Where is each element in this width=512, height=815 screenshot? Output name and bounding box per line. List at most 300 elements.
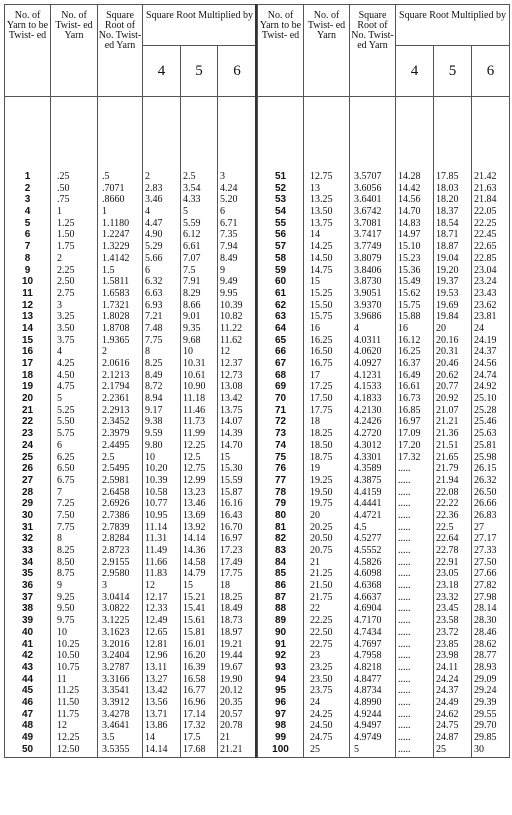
twisted-yarn-number: 20.25 <box>304 522 350 534</box>
times-6-value: 26.50 <box>472 487 510 499</box>
square-root-value: 4.9244 <box>350 709 396 721</box>
times-5-value: 19.04 <box>434 253 472 265</box>
twisted-yarn-number: 19.25 <box>304 475 350 487</box>
yarn-number: 41 <box>5 639 51 651</box>
square-root-value: 3.7081 <box>350 218 396 230</box>
square-root-value: 2.8723 <box>98 545 143 557</box>
twisted-yarn-number: 11.50 <box>51 697 98 709</box>
yarn-number: 24 <box>5 440 51 452</box>
yarn-number: 13 <box>5 311 51 323</box>
yarn-number: 65 <box>258 335 304 347</box>
times-4-value: ..... <box>396 463 434 475</box>
times-5-value: 16.20 <box>181 650 218 662</box>
times-6-value: 26.66 <box>472 498 510 510</box>
yarn-number: 66 <box>258 346 304 358</box>
times-5-value: 10 <box>181 346 218 358</box>
times-5-value: 11.73 <box>181 416 218 428</box>
twisted-yarn-number: 5 <box>51 393 98 405</box>
yarn-number: 36 <box>5 580 51 592</box>
table-row <box>258 475 510 487</box>
times-4-value: 8.25 <box>143 358 181 370</box>
table-row <box>5 685 257 697</box>
yarn-number: 76 <box>258 463 304 475</box>
times-6-value: 9 <box>218 265 257 277</box>
times-5-value: 20.46 <box>434 358 472 370</box>
yarn-number: 18 <box>5 370 51 382</box>
times-5-value: 9.01 <box>181 311 218 323</box>
times-5-value: 6.61 <box>181 241 218 253</box>
times-6-value: 16.97 <box>218 533 257 545</box>
times-5-value: 16.77 <box>181 685 218 697</box>
times-6-value: 21.21 <box>218 744 257 758</box>
table-body-left <box>5 97 257 758</box>
times-5-value: 17.85 <box>434 97 472 183</box>
table-row <box>258 685 510 697</box>
times-5-value: 21.94 <box>434 475 472 487</box>
yarn-number: 99 <box>258 732 304 744</box>
table-row <box>5 335 257 347</box>
times-6-value: 28.77 <box>472 650 510 662</box>
times-4-value: 12.33 <box>143 603 181 615</box>
times-5-value: 22.64 <box>434 533 472 545</box>
yarn-number: 60 <box>258 276 304 288</box>
yarn-number: 79 <box>258 498 304 510</box>
twisted-yarn-number: 20.75 <box>304 545 350 557</box>
times-6-value: 19.90 <box>218 674 257 686</box>
times-6-value: 17.75 <box>218 568 257 580</box>
times-4-value: 13.56 <box>143 697 181 709</box>
header-mult-6-right: 6 <box>472 46 510 97</box>
times-6-value: 27.66 <box>472 568 510 580</box>
yarn-number: 58 <box>258 253 304 265</box>
times-5-value: 16.01 <box>181 639 218 651</box>
table-row <box>258 405 510 417</box>
times-5-value: 18.03 <box>434 183 472 195</box>
table-half-right <box>256 4 508 758</box>
twisted-yarn-number: 23.75 <box>304 685 350 697</box>
times-6-value: 18.49 <box>218 603 257 615</box>
yarn-number: 50 <box>5 744 51 758</box>
yarn-number: 74 <box>258 440 304 452</box>
twisted-yarn-number: 1.75 <box>51 241 98 253</box>
yarn-number: 62 <box>258 300 304 312</box>
yarn-number: 27 <box>5 475 51 487</box>
times-4-value: 9.38 <box>143 416 181 428</box>
times-6-value: 12.73 <box>218 370 257 382</box>
twisted-yarn-number: 14.75 <box>304 265 350 277</box>
times-6-value: 8.49 <box>218 253 257 265</box>
square-root-value: 3.9686 <box>350 311 396 323</box>
table-row <box>5 744 257 758</box>
times-6-value: 21 <box>218 732 257 744</box>
square-root-value: 4.2720 <box>350 428 396 440</box>
yarn-number: 9 <box>5 265 51 277</box>
square-root-value: 1 <box>98 206 143 218</box>
twisted-yarn-number: 9.75 <box>51 615 98 627</box>
twisted-yarn-number: 21.50 <box>304 580 350 592</box>
square-root-value: 4.8734 <box>350 685 396 697</box>
times-5-value: 9.68 <box>181 335 218 347</box>
square-root-value: 4.3301 <box>350 452 396 464</box>
table-half-left <box>4 4 256 758</box>
times-4-value: 12.49 <box>143 615 181 627</box>
twisted-yarn-number: 8.75 <box>51 568 98 580</box>
times-6-value: 19.21 <box>218 639 257 651</box>
yarn-number: 89 <box>258 615 304 627</box>
yarn-number: 67 <box>258 358 304 370</box>
times-4-value: ..... <box>396 662 434 674</box>
times-6-value: 24.56 <box>472 358 510 370</box>
times-4-value: 13.11 <box>143 662 181 674</box>
square-root-value: 3.6056 <box>350 183 396 195</box>
times-5-value: 21.36 <box>434 428 472 440</box>
table-row <box>258 97 510 183</box>
table-row <box>5 300 257 312</box>
yarn-number: 39 <box>5 615 51 627</box>
square-root-value: 3.2787 <box>98 662 143 674</box>
table-row <box>5 381 257 393</box>
times-4-value: 12 <box>143 580 181 592</box>
table-row <box>258 650 510 662</box>
times-6-value: 17.49 <box>218 557 257 569</box>
square-root-value: 1.5 <box>98 265 143 277</box>
yarn-number: 57 <box>258 241 304 253</box>
yarn-number: 48 <box>5 720 51 732</box>
square-root-value: 3.7749 <box>350 241 396 253</box>
times-4-value: 15.49 <box>396 276 434 288</box>
table-row <box>258 720 510 732</box>
times-6-value: 15.87 <box>218 487 257 499</box>
square-root-value: 3.8406 <box>350 265 396 277</box>
square-root-value: 3.2404 <box>98 650 143 662</box>
times-4-value: ..... <box>396 720 434 732</box>
twisted-yarn-number: 7.75 <box>51 522 98 534</box>
twisted-yarn-number: 16 <box>304 323 350 335</box>
times-6-value: 20.35 <box>218 697 257 709</box>
times-6-value: 21.42 <box>472 97 510 183</box>
square-root-value: 2.3979 <box>98 428 143 440</box>
square-root-value: 2.9580 <box>98 568 143 580</box>
square-root-value: 1.1180 <box>98 218 143 230</box>
table-row <box>258 229 510 241</box>
times-6-value: 6 <box>218 206 257 218</box>
yarn-number: 94 <box>258 674 304 686</box>
times-5-value: 15.61 <box>181 615 218 627</box>
times-6-value: 26.83 <box>472 510 510 522</box>
yarn-number: 22 <box>5 416 51 428</box>
table-row <box>5 346 257 358</box>
times-5-value: 19.69 <box>434 300 472 312</box>
twisted-yarn-number: 6.50 <box>51 463 98 475</box>
times-4-value: ..... <box>396 510 434 522</box>
square-root-value: 4.7958 <box>350 650 396 662</box>
times-4-value: 6.32 <box>143 276 181 288</box>
square-root-value: 4.5552 <box>350 545 396 557</box>
times-6-value: 23.04 <box>472 265 510 277</box>
table-body-right <box>258 97 510 758</box>
yarn-number: 47 <box>5 709 51 721</box>
times-5-value: 23.98 <box>434 650 472 662</box>
times-5-value: 3.54 <box>181 183 218 195</box>
table-row <box>258 580 510 592</box>
twisted-yarn-number: 17.50 <box>304 393 350 405</box>
yarn-number: 19 <box>5 381 51 393</box>
yarn-number: 33 <box>5 545 51 557</box>
times-5-value: 14.14 <box>181 533 218 545</box>
square-root-value: 4.1231 <box>350 370 396 382</box>
twisted-yarn-number: 5.75 <box>51 428 98 440</box>
times-4-value: ..... <box>396 580 434 592</box>
table-row <box>258 615 510 627</box>
header-mult-5-right: 5 <box>434 46 472 97</box>
table-right <box>257 4 510 758</box>
twisted-yarn-number: 25 <box>304 744 350 758</box>
times-5-value: 14.79 <box>181 568 218 580</box>
square-root-value: 3.1225 <box>98 615 143 627</box>
times-4-value: 15.88 <box>396 311 434 323</box>
table-row <box>258 452 510 464</box>
yarn-number: 49 <box>5 732 51 744</box>
table-row <box>5 183 257 195</box>
header-square-root: Square Root of No. Twist- ed Yarn <box>98 5 143 97</box>
times-4-value: 10.95 <box>143 510 181 522</box>
square-root-value: 1.5811 <box>98 276 143 288</box>
times-4-value: 9.59 <box>143 428 181 440</box>
yarn-number: 97 <box>258 709 304 721</box>
table-row <box>258 744 510 758</box>
times-5-value: 24.24 <box>434 674 472 686</box>
yarn-number: 17 <box>5 358 51 370</box>
twisted-yarn-number: 10.75 <box>51 662 98 674</box>
times-4-value: 10.20 <box>143 463 181 475</box>
times-6-value: 7.35 <box>218 229 257 241</box>
table-row <box>5 697 257 709</box>
twisted-yarn-number: 12 <box>51 720 98 732</box>
twisted-yarn-number: 22.25 <box>304 615 350 627</box>
square-root-value: 3.1623 <box>98 627 143 639</box>
table-row <box>5 592 257 604</box>
yarn-number: 84 <box>258 557 304 569</box>
yarn-number: 73 <box>258 428 304 440</box>
yarn-number: 68 <box>258 370 304 382</box>
table-row <box>258 206 510 218</box>
twisted-yarn-number: 9 <box>51 580 98 592</box>
table-row <box>5 603 257 615</box>
square-root-value: .5 <box>98 97 143 183</box>
twisted-yarn-number: 3 <box>51 300 98 312</box>
square-root-value: 4.8477 <box>350 674 396 686</box>
yarn-number: 20 <box>5 393 51 405</box>
yarn-number: 34 <box>5 557 51 569</box>
yarn-number: 55 <box>258 218 304 230</box>
table-row <box>5 393 257 405</box>
times-5-value: 22.36 <box>434 510 472 522</box>
times-4-value: 12.96 <box>143 650 181 662</box>
twisted-yarn-number: 8 <box>51 533 98 545</box>
twisted-yarn-number: 5.25 <box>51 405 98 417</box>
square-root-value: 3.3912 <box>98 697 143 709</box>
table-row <box>258 557 510 569</box>
twisted-yarn-number: 9.25 <box>51 592 98 604</box>
table-row <box>258 311 510 323</box>
square-root-value: 3.6401 <box>350 194 396 206</box>
yarn-number: 75 <box>258 452 304 464</box>
table-row <box>5 522 257 534</box>
yarn-number: 83 <box>258 545 304 557</box>
times-6-value: 28.93 <box>472 662 510 674</box>
times-5-value: 22.91 <box>434 557 472 569</box>
times-5-value: 11.18 <box>181 393 218 405</box>
square-root-value: 1.8028 <box>98 311 143 323</box>
yarn-number: 92 <box>258 650 304 662</box>
times-4-value: ..... <box>396 603 434 615</box>
times-5-value: 7.5 <box>181 265 218 277</box>
header-multiplied-by: Square Root Multiplied by <box>143 5 257 46</box>
times-4-value: 14.83 <box>396 218 434 230</box>
times-4-value: 6 <box>143 265 181 277</box>
square-root-value: 4.5 <box>350 522 396 534</box>
twisted-yarn-number: 19.75 <box>304 498 350 510</box>
times-4-value: 16.97 <box>396 416 434 428</box>
twisted-yarn-number: 20.50 <box>304 533 350 545</box>
square-root-value: 4.3012 <box>350 440 396 452</box>
yarn-number: 46 <box>5 697 51 709</box>
times-5-value: 7.91 <box>181 276 218 288</box>
times-6-value: 24 <box>472 323 510 335</box>
twisted-yarn-number: 10.50 <box>51 650 98 662</box>
square-root-value: 2.2361 <box>98 393 143 405</box>
table-row <box>5 732 257 744</box>
times-4-value: 8.94 <box>143 393 181 405</box>
twisted-yarn-number: 4.75 <box>51 381 98 393</box>
twisted-yarn-number: 16.25 <box>304 335 350 347</box>
twisted-yarn-number: 2.50 <box>51 276 98 288</box>
times-5-value: 17.5 <box>181 732 218 744</box>
square-root-value: 1.4142 <box>98 253 143 265</box>
times-6-value: 14.39 <box>218 428 257 440</box>
times-6-value: 22.05 <box>472 206 510 218</box>
times-6-value: 13.42 <box>218 393 257 405</box>
times-5-value: 23.58 <box>434 615 472 627</box>
square-root-value: .7071 <box>98 183 143 195</box>
square-root-value: 4.0311 <box>350 335 396 347</box>
table-row <box>258 603 510 615</box>
times-4-value: ..... <box>396 697 434 709</box>
times-5-value: 13.23 <box>181 487 218 499</box>
square-root-value: 4.3589 <box>350 463 396 475</box>
times-4-value: 8.49 <box>143 370 181 382</box>
times-5-value: 22.08 <box>434 487 472 499</box>
times-5-value: 22.5 <box>434 522 472 534</box>
times-6-value: 16.16 <box>218 498 257 510</box>
square-root-value: 4.8218 <box>350 662 396 674</box>
table-row <box>258 709 510 721</box>
twisted-yarn-number: 1.50 <box>51 229 98 241</box>
twisted-yarn-number: 19.50 <box>304 487 350 499</box>
times-5-value: 21.65 <box>434 452 472 464</box>
twisted-yarn-number: 15.25 <box>304 288 350 300</box>
yarn-number: 98 <box>258 720 304 732</box>
times-5-value: 12.75 <box>181 463 218 475</box>
twisted-yarn-number: 4.25 <box>51 358 98 370</box>
yarn-number: 72 <box>258 416 304 428</box>
square-root-value: 2.3452 <box>98 416 143 428</box>
times-6-value: 30 <box>472 744 510 758</box>
square-root-value: 4.1533 <box>350 381 396 393</box>
times-6-value: 11.22 <box>218 323 257 335</box>
times-4-value: 13.86 <box>143 720 181 732</box>
header-square-root-right: Square Root of No. Twist- ed Yarn <box>350 5 396 97</box>
times-6-value: 15 <box>218 452 257 464</box>
yarn-number: 87 <box>258 592 304 604</box>
times-6-value: 22.65 <box>472 241 510 253</box>
times-5-value: 19.37 <box>434 276 472 288</box>
twisted-yarn-number: 11 <box>51 674 98 686</box>
times-4-value: ..... <box>396 475 434 487</box>
times-6-value: 27.17 <box>472 533 510 545</box>
yarn-number: 77 <box>258 475 304 487</box>
yarn-number: 44 <box>5 674 51 686</box>
times-4-value: 11.83 <box>143 568 181 580</box>
times-4-value: 12.17 <box>143 592 181 604</box>
times-4-value: 7.21 <box>143 311 181 323</box>
times-5-value: 9.35 <box>181 323 218 335</box>
yarn-number: 15 <box>5 335 51 347</box>
times-5-value: 25 <box>434 744 472 758</box>
square-root-value: 4.8990 <box>350 697 396 709</box>
table-row <box>258 241 510 253</box>
yarn-number: 30 <box>5 510 51 522</box>
table-row <box>5 405 257 417</box>
times-4-value: 14.28 <box>396 97 434 183</box>
square-root-value: 3.0822 <box>98 603 143 615</box>
times-4-value: ..... <box>396 568 434 580</box>
yarn-number: 85 <box>258 568 304 580</box>
times-4-value: ..... <box>396 592 434 604</box>
times-4-value: 11.14 <box>143 522 181 534</box>
times-4-value: 14.70 <box>396 206 434 218</box>
table-row <box>5 533 257 545</box>
times-6-value: 28.30 <box>472 615 510 627</box>
square-root-value: 1.8708 <box>98 323 143 335</box>
square-root-value: 2.0616 <box>98 358 143 370</box>
times-6-value: 21.84 <box>472 194 510 206</box>
twisted-yarn-number: 18.75 <box>304 452 350 464</box>
times-5-value: 21.79 <box>434 463 472 475</box>
table-row <box>5 662 257 674</box>
times-4-value: 9.17 <box>143 405 181 417</box>
square-root-value: 4.7697 <box>350 639 396 651</box>
times-6-value: 22.45 <box>472 229 510 241</box>
times-6-value: 28.62 <box>472 639 510 651</box>
times-5-value: 20.16 <box>434 335 472 347</box>
table-row <box>258 533 510 545</box>
table-row <box>258 183 510 195</box>
table-row <box>5 639 257 651</box>
yarn-number: 59 <box>258 265 304 277</box>
yarn-number: 1 <box>5 97 51 183</box>
yarn-number: 37 <box>5 592 51 604</box>
twisted-yarn-number: 4 <box>51 346 98 358</box>
table-row <box>5 241 257 253</box>
times-6-value: 29.85 <box>472 732 510 744</box>
times-4-value: 11.66 <box>143 557 181 569</box>
table-row <box>258 393 510 405</box>
table-row <box>258 358 510 370</box>
times-4-value: 5.29 <box>143 241 181 253</box>
table-row <box>5 370 257 382</box>
times-4-value: 9.80 <box>143 440 181 452</box>
